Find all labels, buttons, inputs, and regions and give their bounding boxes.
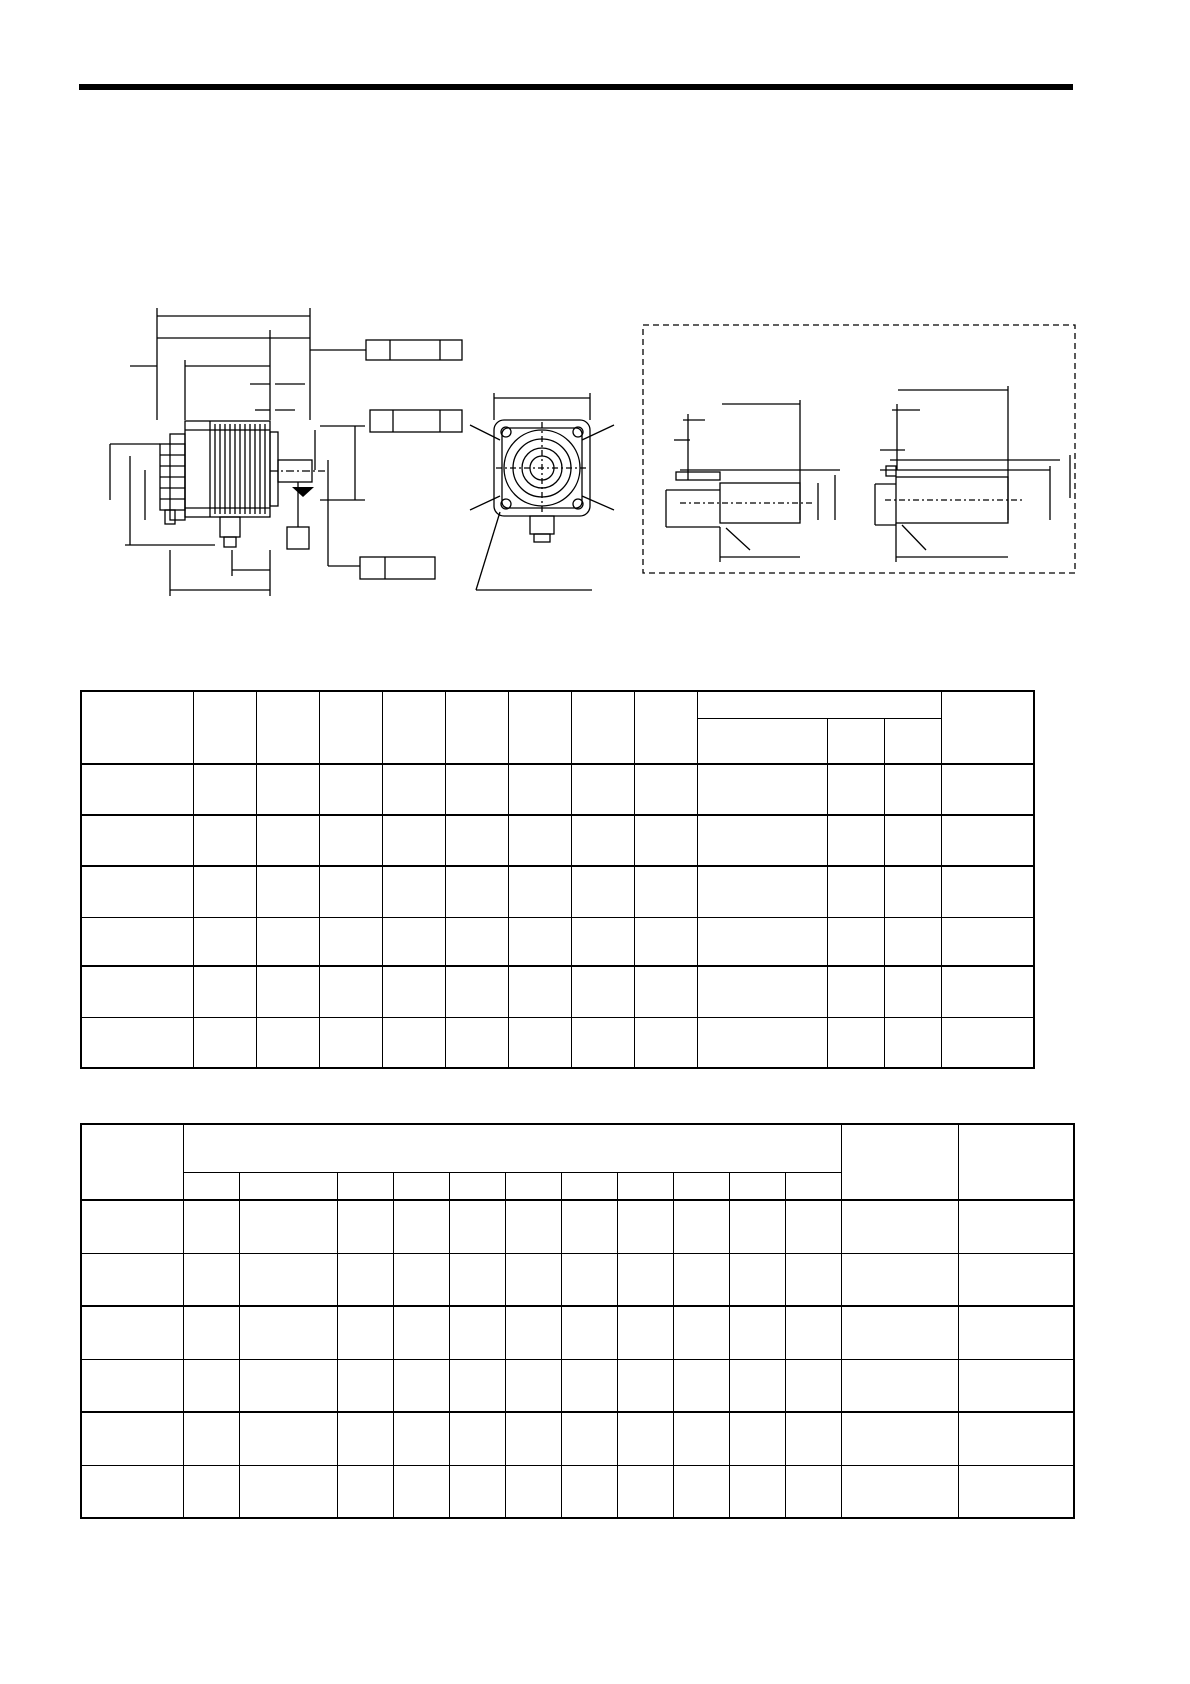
- table-cell: [785, 1465, 841, 1518]
- table-cell: [445, 966, 508, 1017]
- table-cell: [827, 917, 884, 966]
- table-cell: [81, 917, 193, 966]
- table-1-subheader-cell: [697, 718, 827, 764]
- table-row: [81, 1306, 1074, 1359]
- table-cell: [634, 866, 697, 917]
- table-cell: [449, 1359, 505, 1412]
- table-cell: [561, 1200, 617, 1253]
- table-cell: [958, 1412, 1074, 1465]
- table-cell: [382, 815, 445, 866]
- table-cell: [571, 866, 634, 917]
- table-cell: [697, 815, 827, 866]
- table-cell: [634, 815, 697, 866]
- table-cell: [505, 1359, 561, 1412]
- table-1-header-cell: [445, 691, 508, 764]
- table-cell: [941, 917, 1034, 966]
- table-cell: [697, 1017, 827, 1068]
- table-cell: [382, 1017, 445, 1068]
- table-cell: [673, 1359, 729, 1412]
- table-cell: [508, 866, 571, 917]
- table-cell: [561, 1306, 617, 1359]
- table-cell: [319, 815, 382, 866]
- table-cell: [508, 764, 571, 815]
- table-2-subheader-cell: [673, 1172, 729, 1200]
- table-cell: [617, 1306, 673, 1359]
- table-cell: [729, 1253, 785, 1306]
- table-2-header-cell: [81, 1124, 183, 1200]
- table-cell: [729, 1306, 785, 1359]
- table-cell: [393, 1359, 449, 1412]
- table-cell: [81, 1359, 183, 1412]
- table-1-group-header-cell: [697, 691, 941, 718]
- table-cell: [393, 1306, 449, 1359]
- table-cell: [827, 764, 884, 815]
- table-cell: [697, 866, 827, 917]
- table-cell: [508, 1017, 571, 1068]
- table-cell: [634, 966, 697, 1017]
- table-cell: [841, 1465, 958, 1518]
- table-cell: [393, 1200, 449, 1253]
- table-cell: [561, 1253, 617, 1306]
- table-cell: [785, 1253, 841, 1306]
- table-cell: [239, 1200, 337, 1253]
- table-cell: [729, 1465, 785, 1518]
- table-1-header-cell: [193, 691, 256, 764]
- table-cell: [449, 1253, 505, 1306]
- table-cell: [337, 1306, 393, 1359]
- table-1-subheader-cell: [884, 718, 941, 764]
- table-cell: [393, 1253, 449, 1306]
- table-2-subheader-cell: [561, 1172, 617, 1200]
- table-2-subheader-cell: [785, 1172, 841, 1200]
- table-cell: [884, 815, 941, 866]
- table-cell: [193, 764, 256, 815]
- table-cell: [81, 866, 193, 917]
- table-cell: [505, 1253, 561, 1306]
- table-row: [81, 815, 1034, 866]
- table-cell: [884, 764, 941, 815]
- table-cell: [81, 1200, 183, 1253]
- table-cell: [841, 1253, 958, 1306]
- table-cell: [697, 917, 827, 966]
- table-2-subheader-cell: [729, 1172, 785, 1200]
- table-cell: [941, 1017, 1034, 1068]
- table-1-subheader-cell: [827, 718, 884, 764]
- table-cell: [183, 1200, 239, 1253]
- table-cell: [393, 1465, 449, 1518]
- table-cell: [382, 966, 445, 1017]
- table-cell: [256, 815, 319, 866]
- table-cell: [319, 764, 382, 815]
- header-rule: [79, 84, 1073, 90]
- table-cell: [673, 1253, 729, 1306]
- table-cell: [382, 917, 445, 966]
- table-cell: [884, 866, 941, 917]
- table-cell: [449, 1200, 505, 1253]
- table-cell: [449, 1412, 505, 1465]
- table-cell: [841, 1359, 958, 1412]
- table-row: [81, 866, 1034, 917]
- table-1-header-cell: [319, 691, 382, 764]
- table-cell: [445, 764, 508, 815]
- table-1-header-cell: [634, 691, 697, 764]
- table-2-subheader-cell: [337, 1172, 393, 1200]
- table-cell: [183, 1306, 239, 1359]
- table-cell: [449, 1306, 505, 1359]
- table-cell: [508, 815, 571, 866]
- table-cell: [183, 1359, 239, 1412]
- table-cell: [445, 815, 508, 866]
- table-cell: [634, 917, 697, 966]
- table-cell: [445, 866, 508, 917]
- table-2-subheader-cell: [393, 1172, 449, 1200]
- table-cell: [729, 1412, 785, 1465]
- table-cell: [382, 866, 445, 917]
- table-cell: [841, 1412, 958, 1465]
- table-cell: [81, 815, 193, 866]
- table-row: [81, 764, 1034, 815]
- table-cell: [617, 1465, 673, 1518]
- table-cell: [841, 1200, 958, 1253]
- table-cell: [193, 866, 256, 917]
- table-cell: [81, 1017, 193, 1068]
- table-cell: [193, 815, 256, 866]
- table-cell: [508, 917, 571, 966]
- table-cell: [958, 1253, 1074, 1306]
- table-cell: [193, 917, 256, 966]
- table-cell: [239, 1412, 337, 1465]
- table-cell: [673, 1465, 729, 1518]
- table-1-header-cell: [382, 691, 445, 764]
- table-cell: [256, 917, 319, 966]
- table-cell: [445, 917, 508, 966]
- table-row: [81, 1412, 1074, 1465]
- table-1-header-cell: [81, 691, 193, 764]
- table-cell: [337, 1200, 393, 1253]
- table-1-header-row: [81, 691, 1034, 718]
- motor-front-view-drawing: [460, 385, 620, 595]
- table-cell: [337, 1253, 393, 1306]
- table-cell: [561, 1359, 617, 1412]
- table-cell: [958, 1200, 1074, 1253]
- table-cell: [827, 815, 884, 866]
- dimensions-table-2: [80, 1123, 1075, 1519]
- table-cell: [256, 764, 319, 815]
- table-row: [81, 1359, 1074, 1412]
- table-2-group-header-cell: [183, 1124, 841, 1172]
- table-row: [81, 1465, 1074, 1518]
- table-cell: [193, 1017, 256, 1068]
- table-cell: [382, 764, 445, 815]
- table-cell: [571, 966, 634, 1017]
- table-cell: [729, 1200, 785, 1253]
- table-cell: [884, 966, 941, 1017]
- table-2-subheader-cell: [449, 1172, 505, 1200]
- table-cell: [785, 1359, 841, 1412]
- table-cell: [239, 1465, 337, 1518]
- table-cell: [697, 764, 827, 815]
- table-cell: [81, 1465, 183, 1518]
- table-cell: [239, 1253, 337, 1306]
- table-cell: [183, 1253, 239, 1306]
- table-2-header-row: [81, 1124, 1074, 1172]
- table-2-subheader-cell: [505, 1172, 561, 1200]
- table-cell: [319, 966, 382, 1017]
- table-cell: [193, 966, 256, 1017]
- table-cell: [337, 1465, 393, 1518]
- table-cell: [393, 1412, 449, 1465]
- table-cell: [785, 1306, 841, 1359]
- table-cell: [941, 866, 1034, 917]
- table-cell: [697, 966, 827, 1017]
- table-cell: [81, 966, 193, 1017]
- table-cell: [337, 1359, 393, 1412]
- table-cell: [729, 1359, 785, 1412]
- table-cell: [673, 1200, 729, 1253]
- table-cell: [617, 1412, 673, 1465]
- table-cell: [827, 866, 884, 917]
- table-cell: [81, 1253, 183, 1306]
- table-cell: [505, 1465, 561, 1518]
- table-cell: [445, 1017, 508, 1068]
- table-cell: [256, 1017, 319, 1068]
- table-row: [81, 917, 1034, 966]
- table-cell: [958, 1465, 1074, 1518]
- table-row: [81, 1200, 1074, 1253]
- table-cell: [256, 966, 319, 1017]
- table-2-subheader-cell: [183, 1172, 239, 1200]
- table-cell: [256, 866, 319, 917]
- table-cell: [827, 966, 884, 1017]
- table-cell: [841, 1306, 958, 1359]
- table-cell: [319, 866, 382, 917]
- table-2-header-cell: [841, 1124, 958, 1200]
- table-cell: [571, 764, 634, 815]
- table-cell: [941, 815, 1034, 866]
- table-row: [81, 1253, 1074, 1306]
- table-cell: [634, 1017, 697, 1068]
- table-2-subheader-cell: [617, 1172, 673, 1200]
- dimensions-table-1: [80, 690, 1035, 1069]
- table-cell: [183, 1412, 239, 1465]
- table-cell: [449, 1465, 505, 1518]
- table-cell: [785, 1200, 841, 1253]
- shaft-variants-drawing: [640, 320, 1080, 580]
- table-cell: [617, 1359, 673, 1412]
- table-cell: [571, 815, 634, 866]
- table-cell: [884, 1017, 941, 1068]
- table-cell: [81, 764, 193, 815]
- table-cell: [673, 1412, 729, 1465]
- table-cell: [508, 966, 571, 1017]
- table-cell: [505, 1200, 561, 1253]
- table-cell: [634, 764, 697, 815]
- table-1-header-cell: [571, 691, 634, 764]
- table-cell: [81, 1412, 183, 1465]
- table-2-subheader-cell: [239, 1172, 337, 1200]
- table-1-header-cell: [508, 691, 571, 764]
- table-cell: [673, 1306, 729, 1359]
- table-cell: [319, 917, 382, 966]
- table-cell: [505, 1412, 561, 1465]
- table-cell: [239, 1306, 337, 1359]
- table-cell: [183, 1465, 239, 1518]
- table-cell: [239, 1359, 337, 1412]
- table-cell: [81, 1306, 183, 1359]
- table-cell: [941, 966, 1034, 1017]
- table-cell: [941, 764, 1034, 815]
- table-cell: [884, 917, 941, 966]
- table-cell: [617, 1253, 673, 1306]
- table-cell: [319, 1017, 382, 1068]
- table-row: [81, 1017, 1034, 1068]
- table-cell: [505, 1306, 561, 1359]
- table-cell: [827, 1017, 884, 1068]
- table-cell: [561, 1412, 617, 1465]
- table-cell: [958, 1306, 1074, 1359]
- table-cell: [958, 1359, 1074, 1412]
- table-row: [81, 966, 1034, 1017]
- table-1-header-cell: [256, 691, 319, 764]
- table-1-header-cell: [941, 691, 1034, 764]
- table-cell: [785, 1412, 841, 1465]
- table-2-header-cell: [958, 1124, 1074, 1200]
- table-cell: [571, 1017, 634, 1068]
- table-cell: [571, 917, 634, 966]
- table-cell: [561, 1465, 617, 1518]
- table-cell: [337, 1412, 393, 1465]
- table-cell: [617, 1200, 673, 1253]
- motor-side-view-drawing: [100, 300, 500, 600]
